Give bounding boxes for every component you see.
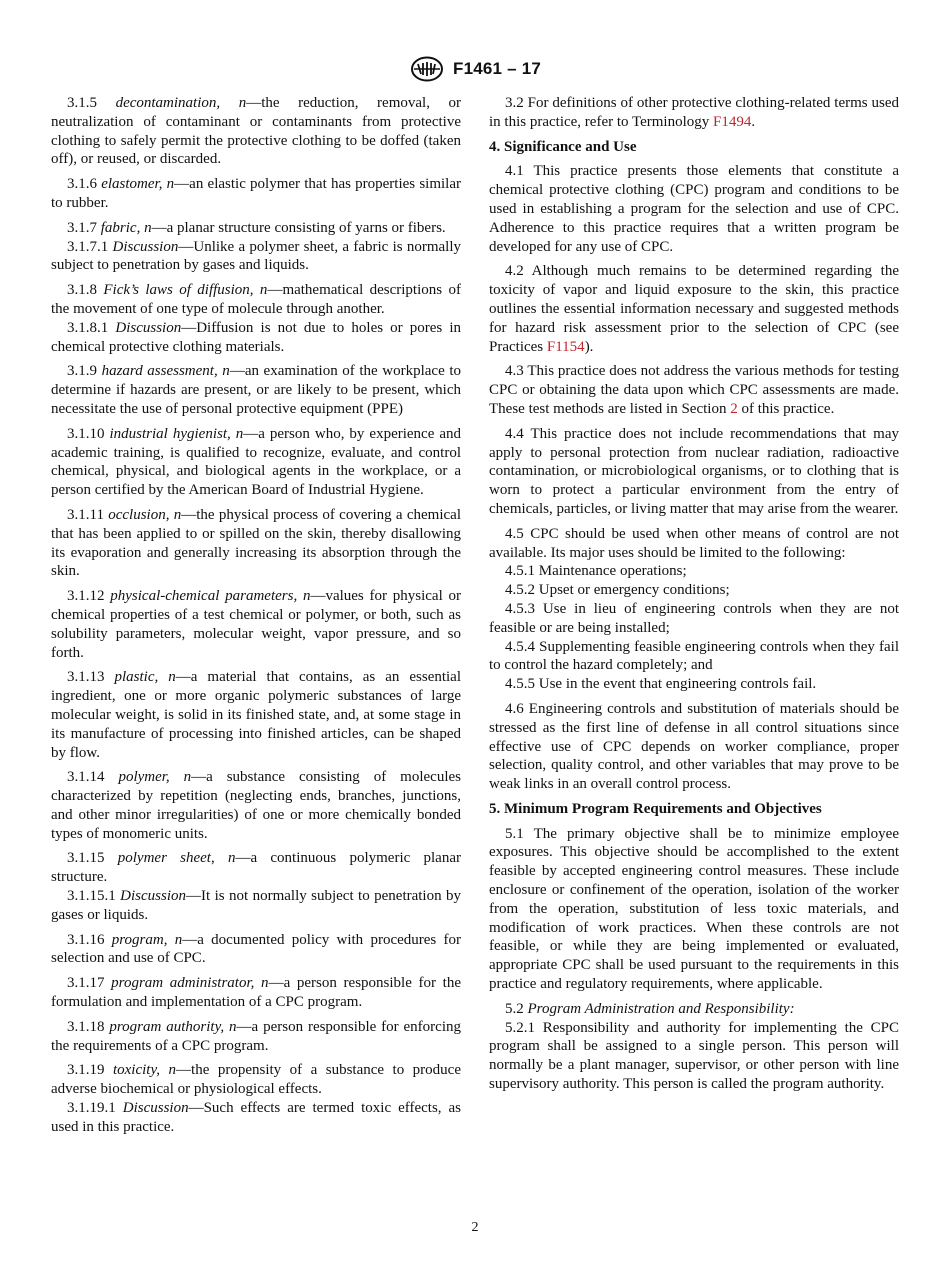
definition-3-1-8: 3.1.8 Fick’s laws of diffusion, n—mathematical descriptions of the movement of one type of molecule through another. (51, 282, 461, 317)
definition-3-1-17: 3.1.17 program administrator, n—a person responsible for the formulation and implementation of a CPC program. (51, 975, 461, 1011)
definition-3-1-15: 3.1.15 polymer sheet, n—a continuous polymeric planar structure. (51, 850, 461, 886)
paragraph-5-2: 5.2 Program Administration and Responsibility: (505, 1000, 795, 1017)
reference-link-f1154[interactable]: F1154 (546, 338, 585, 355)
paragraph-5-2-1: 5.2.1 Responsibility and authority for implementing the CPC program shall be assigned to a single person. This person will normally be a plant manager, supervisor, or other person with line supervisory authority. This person is called the program authority. (489, 1019, 899, 1093)
paragraph-4-5-2: 4.5.2 Upset or emergency conditions; (505, 582, 730, 599)
discussion-3-1-15-1: 3.1.15.1 Discussion—It is not normally subject to penetration by gases or liquids. (51, 888, 462, 923)
paragraph-4-1: 4.1 This practice presents those elements that constitute a chemical protective clothing (CPC) program and conditions to be used in establishing a program for the selection and use of CPC. Adherence to this practice requires that a written program be developed for any use of CPC. (489, 163, 899, 255)
right-column (489, 94, 899, 1100)
reference-link-section-2[interactable]: 2 (730, 400, 738, 417)
standard-designation: F1461 – 17 (452, 59, 541, 78)
definition-3-1-13: 3.1.13 plastic, n—a material that contains, as an essential ingredient, one or more organic polymeric substances of large molecular weight, is solid in its finished state, and, at some stage in its manufacture of processing into finished articles, can be shaped by flow. (51, 669, 462, 761)
definition-3-1-10: 3.1.10 industrial hygienist, n—a person who, by experience and academic training, is qualified to recognize, evaluate, and control chemical, physical, and biological agents in the workplace, or a person certified by the American Board of Industrial Hygiene. (51, 425, 462, 499)
page-number: 2 (471, 1220, 479, 1235)
definition-3-1-18: 3.1.18 program authority, n—a person responsible for enforcing the requirements of a CPC program. (51, 1018, 461, 1054)
definition-3-1-19: 3.1.19 toxicity, n—the propensity of a substance to produce adverse biochemical or physiological effects. (51, 1062, 461, 1098)
section-heading-5: 5. Minimum Program Requirements and Objectives (489, 800, 822, 817)
discussion-3-1-7-1: 3.1.7.1 Discussion—Unlike a polymer sheet, a fabric is normally subject to penetration by gases and liquids. (51, 238, 461, 274)
paragraph-4-5-1: 4.5.1 Maintenance operations; (505, 563, 687, 580)
paragraph-4-4: 4.4 This practice does not include recommendations that may apply to personal protection from nuclear radiation, radioactive contamination, or microbiological organisms, or to clothing that is worn to protect a particular environment from the entry of chemicals, particles, or living matter that may arise from the wearer. (489, 425, 899, 517)
page-header (0, 56, 950, 82)
paragraph-3-2: 3.2 For definitions of other protective clothing-related terms used in this practice, refer to Terminology F1494. (489, 95, 900, 130)
definition-3-1-7: 3.1.7 fabric, n—a planar structure consisting of yarns or fibers. (67, 219, 446, 236)
definition-3-1-5: 3.1.5 decontamination, n—the reduction, removal, or neutralization of contaminant or contaminants from protective clothing to safely permit the protective clothing to be doffed (taken off), or reused, or discarded. (51, 95, 461, 168)
discussion-3-1-19-1: 3.1.19.1 Discussion—Such effects are termed toxic effects, as used in this practice. (51, 1100, 462, 1135)
paragraph-4-5-3: 4.5.3 Use in lieu of engineering controls when they are not feasible or are being installed; (489, 600, 900, 636)
left-column (51, 94, 461, 1143)
definition-3-1-11: 3.1.11 occlusion, n—the physical process of covering a chemical that has been applied to or spilled on the skin, thereby disallowing its evaporation and generally increasing its absorption through the skin. (51, 506, 462, 580)
definition-3-1-12: 3.1.12 physical-chemical parameters, n—values for physical or chemical properties of a test chemical or polymer, or both, such as solubility parameters, molecular weight, vapor pressure, and so forth. (51, 588, 461, 661)
paragraph-4-5: 4.5 CPC should be used when other means of control are not available. Its major uses should be limited to the following: (489, 525, 899, 561)
definition-3-1-16: 3.1.16 program, n—a documented policy with procedures for selection and use of CPC. (51, 931, 462, 967)
paragraph-4-5-5: 4.5.5 Use in the event that engineering controls fail. (505, 676, 817, 693)
paragraph-4-2: 4.2 Although much remains to be determined regarding the toxicity of vapor and liquid exposure to the skin, this practice outlines the essential information necessary and suggested methods for hazard risk assessment prior to the selection of CPC (see Practices F1154). (489, 263, 899, 355)
paragraph-4-3: 4.3 This practice does not address the various methods for testing CPC or obtaining the data upon which CPC assessments are made. These test methods are listed in Section 2 of this practice. (489, 363, 899, 417)
reference-link-f1494[interactable]: F1494 (713, 113, 752, 130)
discussion-3-1-8-1: 3.1.8.1 Discussion—Diffusion is not due to holes or pores in chemical protective clothing materials. (51, 319, 462, 355)
definition-3-1-6: 3.1.6 elastomer, n—an elastic polymer that has properties similar to rubber. (51, 176, 461, 211)
definition-3-1-14: 3.1.14 polymer, n—a substance consisting of molecules characterized by repetition (neglecting ends, branches, junctions, and other minor irregularities) of one or more chemically bonded types of monomeric units. (51, 769, 461, 842)
paragraph-4-6: 4.6 Engineering controls and substitution of materials should be stressed as the first line of defense in all control situations since effective use of CPC depends on worker compliance, proper selection, quality control, and other variables that may prove to be weak links in an overall control process. (489, 700, 900, 793)
paragraph-4-5-4: 4.5.4 Supplementing feasible engineering controls when they fail to control the hazard completely; and (489, 638, 899, 674)
definition-3-1-9: 3.1.9 hazard assessment, n—an examination of the workplace to determine if hazards are present, or are likely to be present, which necessitate the use of personal protective equipment (PPE) (51, 363, 461, 417)
astm-logo-icon (409, 56, 445, 82)
paragraph-5-1: 5.1 The primary objective shall be to minimize employee exposures. This objective should be accomplished to the extent feasible by accepted engineering control measures. These include enclosure or confinement of the operation, isolation of the worker from the operation, substitution of less toxic materials, and modification of work practices. When these controls are not feasible, or while they are being implemented or evaluated, appropriate CPC shall be used pursuant to the requirements in this practice and regulatory requirements, where applicable. (489, 825, 899, 993)
section-heading-4: 4. Significance and Use (489, 138, 637, 155)
